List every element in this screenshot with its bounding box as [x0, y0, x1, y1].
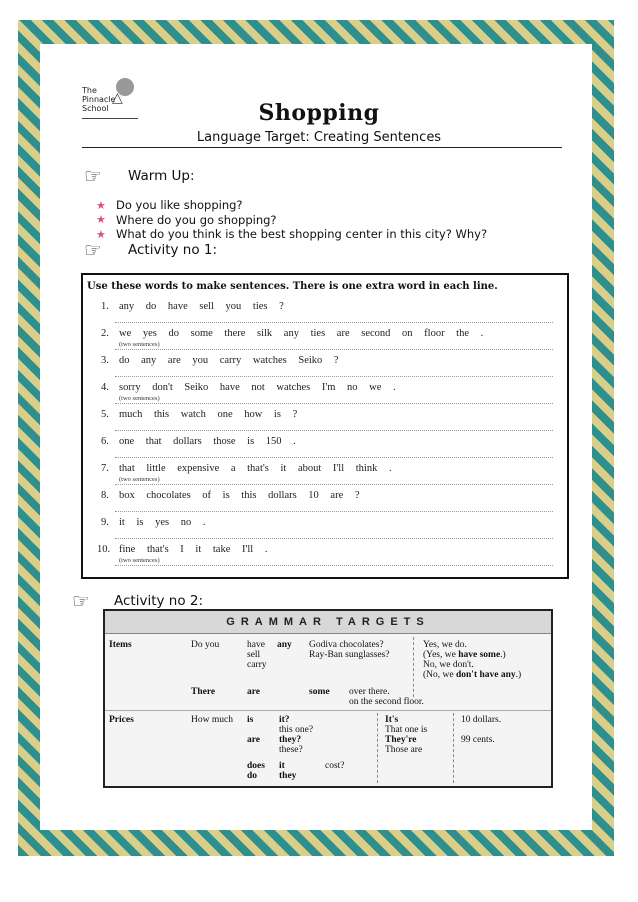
list-item: ★ Do you like shopping? — [96, 198, 243, 213]
warmup-questions — [96, 198, 487, 242]
star-bullet-icon: ★ — [96, 198, 106, 212]
exercise-line: 6. one that dollars those is 150 . — [83, 436, 567, 463]
activity1-instruction: Use these words to make sentences. There is one extra word in each line. — [87, 281, 498, 292]
exercise-line: 1. any do have sell you ties ? — [83, 301, 567, 328]
exercise-line: 5. much this watch one how is ? — [83, 409, 567, 436]
warmup-heading: Warm Up: — [128, 168, 195, 184]
logo-text: The Pinnacle School — [82, 86, 116, 113]
pointing-hand-icon: ☞ — [84, 164, 102, 188]
exercise-line: 4. sorry don't Seiko have not watches I'm no we . (two sentences) — [83, 382, 567, 409]
activity1-heading: Activity no 1: — [128, 242, 218, 258]
exercise-line: 7. that little expensive a that's it about I'll think . (two sentences) — [83, 463, 567, 490]
star-bullet-icon: ★ — [96, 213, 106, 227]
exercise-line: 8. box chocolates of is this dollars 10 are ? — [83, 490, 567, 517]
pointing-hand-icon: ☞ — [84, 238, 102, 262]
page-title: Shopping — [258, 100, 380, 126]
activity1-box — [81, 273, 569, 579]
exercise-line: 3. do any are you carry watches Seiko ? — [83, 355, 567, 382]
grammar-targets-table: GRAMMAR TARGETS Items Do you have sell carry any Godiva chocolates? Ray-Ban sunglasses? Yes, we do. (Yes, we have some.) No, we don't. (No, we don't have any.) There are some over there. on the second floor. Prices How much is it? this one? are they? these? It's That one is They're Those are 10 dollars. 99 cents. does do it they cost? — [103, 609, 553, 788]
exercise-line: 9. it is yes no . — [83, 517, 567, 544]
prices-label: Prices — [109, 715, 134, 725]
exercise-line: 2. we yes do some there silk any ties are second on floor the . (two sentences) — [83, 328, 567, 355]
pointing-hand-icon: ☞ — [72, 589, 90, 613]
star-bullet-icon: ★ — [96, 227, 106, 241]
grammar-targets-title: GRAMMAR TARGETS — [105, 611, 551, 634]
logo-triangle-icon: △ — [112, 90, 123, 106]
list-item: ★ What do you think is the best shopping center in this city? Why? — [96, 227, 488, 242]
activity2-heading: Activity no 2: — [114, 593, 204, 609]
items-label: Items — [109, 640, 132, 650]
exercise-line: 10. fine that's I it take I'll . (two sentences) — [83, 544, 567, 571]
list-item: ★ Where do you go shopping? — [96, 212, 277, 227]
language-target: Language Target: Creating Sentences — [196, 130, 442, 145]
title-divider — [82, 147, 562, 148]
